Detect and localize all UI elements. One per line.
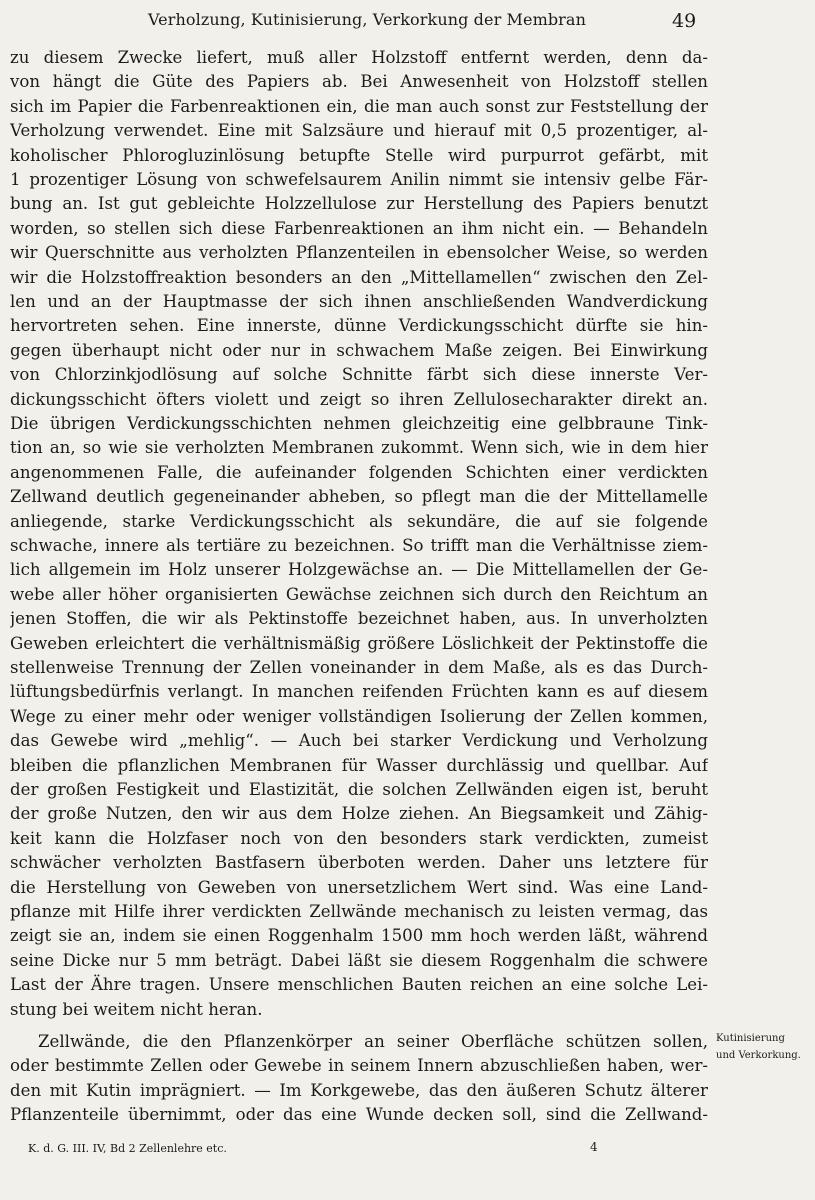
text-line: Verholzung verwendet. Eine mit Salzsäure und hierauf mit 0,5 prozentiger, al- — [10, 121, 708, 141]
text-line: den mit Kutin imprägniert. — Im Korkgewebe, das den äußeren Schutz älterer — [10, 1080, 708, 1100]
printer-signature: K. d. G. III. IV, Bd 2 Zellenlehre etc. — [28, 1142, 227, 1155]
text-line: zu diesem Zwecke liefert, muß aller Holzstoff entfernt werden, denn da- — [10, 48, 708, 67]
sheet-number: 4 — [590, 1140, 598, 1154]
page-footer — [0, 1138, 815, 1162]
text-line: hervortreten sehen. Eine innerste, dünne Verdickungsschicht dürfte sie hin- — [10, 316, 708, 336]
text-line: seine Dicke nur 5 mm beträgt. Dabei läßt sie diesem Roggenhalm die schwere — [10, 950, 708, 970]
text-line: webe aller höher organisierten Gewächse zeichnen sich durch den Reichtum an — [10, 584, 708, 604]
text-line: Geweben erleichtert die verhältnismäßig größere Löslichkeit der Pektinstoffe die — [10, 633, 708, 653]
text-line: wir die Holzstoffreaktion besonders an den „Mittellamellen“ zwischen den Zel- — [10, 267, 708, 287]
text-line: Die übrigen Verdickungsschichten nehmen gleichzeitig eine gelbbraune Tink- — [10, 414, 708, 433]
text-line: anliegende, starke Verdickungsschicht als sekundäre, die auf sie folgende — [10, 511, 708, 531]
text-line: wir Querschnitte aus verholzten Pflanzenteilen in ebensolcher Weise, so werden — [10, 243, 708, 263]
text-line: zeigt sie an, indem sie einen Roggenhalm 1500 mm hoch werden läßt, während — [10, 926, 708, 946]
text-line: len und an der Hauptmasse der sich ihnen anschließenden Wandverdickung — [10, 292, 708, 311]
text-line: stung bei weitem nicht heran. — [10, 999, 263, 1019]
running-header — [0, 6, 815, 36]
text-line: worden, so stellen sich diese Farbenreaktionen an ihm nicht ein. — Behandeln — [10, 218, 708, 238]
text-line: Zellwände, die den Pflanzenkörper an seiner Oberfläche schützen sollen, — [38, 1032, 708, 1051]
margin-note-cutinization: Kutinisierung — [716, 1033, 785, 1044]
text-line: oder bestimmte Zellen oder Gewebe in seinem Innern abzuschließen haben, wer- — [10, 1056, 708, 1076]
text-line: tion an, so wie sie verholzten Membranen zukommt. Wenn sich, wie in dem hier — [10, 438, 708, 458]
text-line: bleiben die pflanzlichen Membranen für Wasser durchlässig und quellbar. Auf — [10, 755, 708, 775]
text-line: bung an. Ist gut gebleichte Holzzellulose zur Herstellung des Papiers benutzt — [10, 194, 708, 214]
text-line: dickungsschicht öfters violett und zeigt so ihren Zellulosecharakter direkt an. — [10, 389, 708, 409]
text-line: jenen Stoffen, die wir als Pektinstoffe bezeichnet haben, aus. In unverholzten — [10, 609, 708, 629]
text-line: von Chlorzinkjodlösung auf solche Schnitte färbt sich diese innerste Ver- — [10, 365, 708, 385]
text-line: Last der Ähre tragen. Unsere menschlichen Bauten reichen an eine solche Lei- — [10, 975, 708, 995]
text-line: sich im Papier die Farbenreaktionen ein, die man auch sonst zur Feststellung der — [10, 96, 708, 116]
text-line: der große Nutzen, den wir aus dem Holze ziehen. An Biegsamkeit und Zähig- — [10, 804, 708, 824]
text-line: das Gewebe wird „mehlig“. — Auch bei starker Verdickung und Verholzung — [10, 731, 708, 751]
text-line: lüftungsbedürfnis verlangt. In manchen reifenden Früchten kann es auf diesem — [10, 682, 708, 702]
running-title: Verholzung, Kutinisierung, Verkorkung der Membran — [148, 10, 586, 29]
text-line: lich allgemein im Holz unserer Holzgewächse an. — Die Mittellamellen der Ge- — [10, 560, 708, 580]
text-line: Zellwand deutlich gegeneinander abheben, so pflegt man die der Mittellamelle — [10, 487, 708, 507]
text-line: von hängt die Güte des Papiers ab. Bei Anwesenheit von Holzstoff stellen — [10, 72, 708, 92]
text-line: stellenweise Trennung der Zellen voneinander in dem Maße, als es das Durch- — [10, 658, 708, 677]
margin-note-suberization: und Verkorkung. — [716, 1050, 801, 1061]
text-line: schwache, innere als tertiäre zu bezeichnen. So trifft man die Verhältnisse ziem- — [10, 536, 708, 555]
text-line: angenommenen Falle, die aufeinander folgenden Schichten einer verdickten — [10, 462, 708, 482]
text-line: 1 prozentiger Lösung von schwefelsaurem Anilin nimmt sie intensiv gelbe Fär- — [10, 170, 708, 189]
text-line: keit kann die Holzfaser noch von den besonders stark verdickten, zumeist — [10, 828, 708, 848]
text-line: die Herstellung von Geweben von unersetzlichem Wert sind. Was eine Land- — [10, 877, 708, 897]
text-line: gegen überhaupt nicht oder nur in schwachem Maße zeigen. Bei Einwirkung — [10, 340, 708, 360]
text-line: Pflanzenteile übernimmt, oder das eine Wunde decken soll, sind die Zellwand- — [10, 1105, 708, 1125]
text-line: Wege zu einer mehr oder weniger vollständigen Isolierung der Zellen kommen, — [10, 706, 708, 726]
page-number: 49 — [672, 10, 697, 32]
text-line: der großen Festigkeit und Elastizität, die solchen Zellwänden eigen ist, beruht — [10, 780, 708, 799]
text-line: koholischer Phlorogluzinlösung betupfte Stelle wird purpurrot gefärbt, mit — [10, 145, 708, 165]
text-line: pflanze mit Hilfe ihrer verdickten Zellwände mechanisch zu leisten vermag, das — [10, 902, 708, 921]
text-line: schwächer verholzten Bastfasern überboten werden. Daher uns letztere für — [10, 853, 708, 873]
